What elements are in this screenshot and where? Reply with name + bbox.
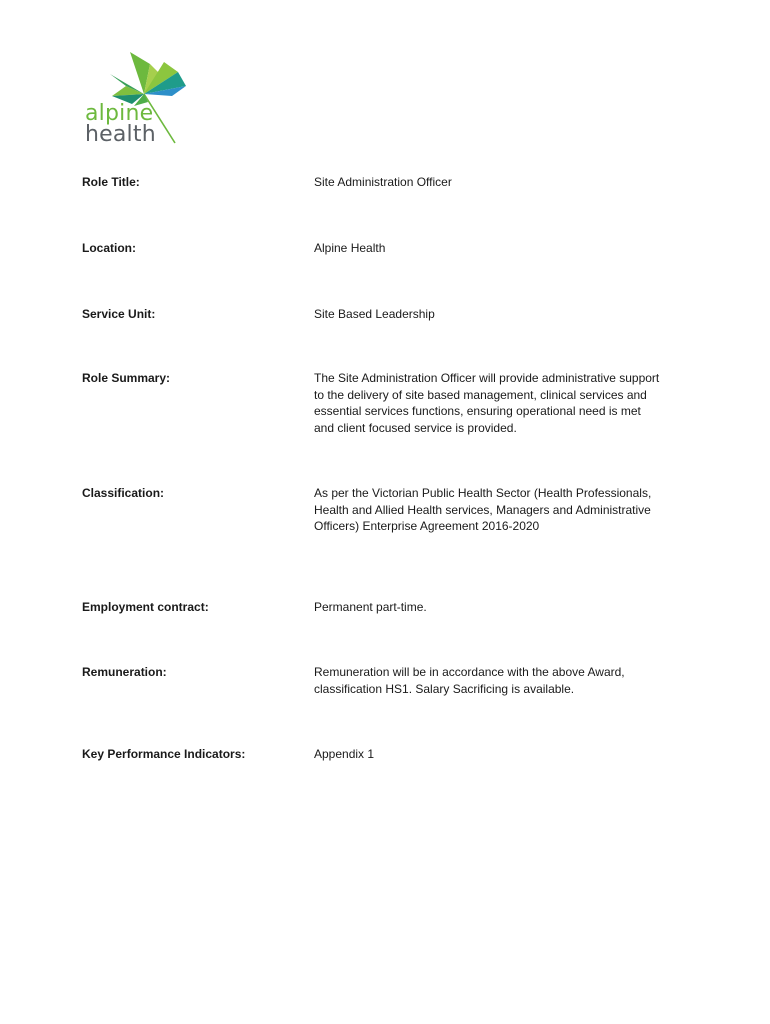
field-label: Service Unit: [82, 307, 156, 321]
logo-text-alpine: alpine [85, 101, 154, 126]
field-label: Employment contract: [82, 600, 209, 614]
field-label: Location: [82, 241, 136, 255]
logo-text-health: health [85, 122, 156, 147]
field-label: Role Summary: [82, 371, 171, 385]
field-value: Remuneration will be in accordance with the above Award, classification HS1. Salary Sacrificing is available. [314, 665, 625, 696]
field-label: Remuneration: [82, 665, 167, 679]
field-value: As per the Victorian Public Health Sector (Health Professionals, Health and Allied Health services, Managers and Administrative Officers) Enterprise Agreement 2016-2020 [314, 486, 652, 533]
alpine-health-logo [82, 44, 197, 149]
field-label: Classification: [82, 486, 165, 500]
field-value: Site Administration Officer [314, 175, 452, 189]
field-value: Permanent part-time. [314, 600, 427, 614]
field-value: Appendix 1 [314, 747, 375, 761]
field-value: Site Based Leadership [314, 307, 435, 321]
field-value: The Site Administration Officer will provide administrative support to the delivery of site based management, clinical services and essential services functions, ensuring operational need is met and client focused service is provided. [314, 371, 660, 435]
field-value: Alpine Health [314, 241, 386, 255]
field-label: Role Title: [82, 175, 140, 189]
field-label: Key Performance Indicators: [82, 747, 246, 761]
